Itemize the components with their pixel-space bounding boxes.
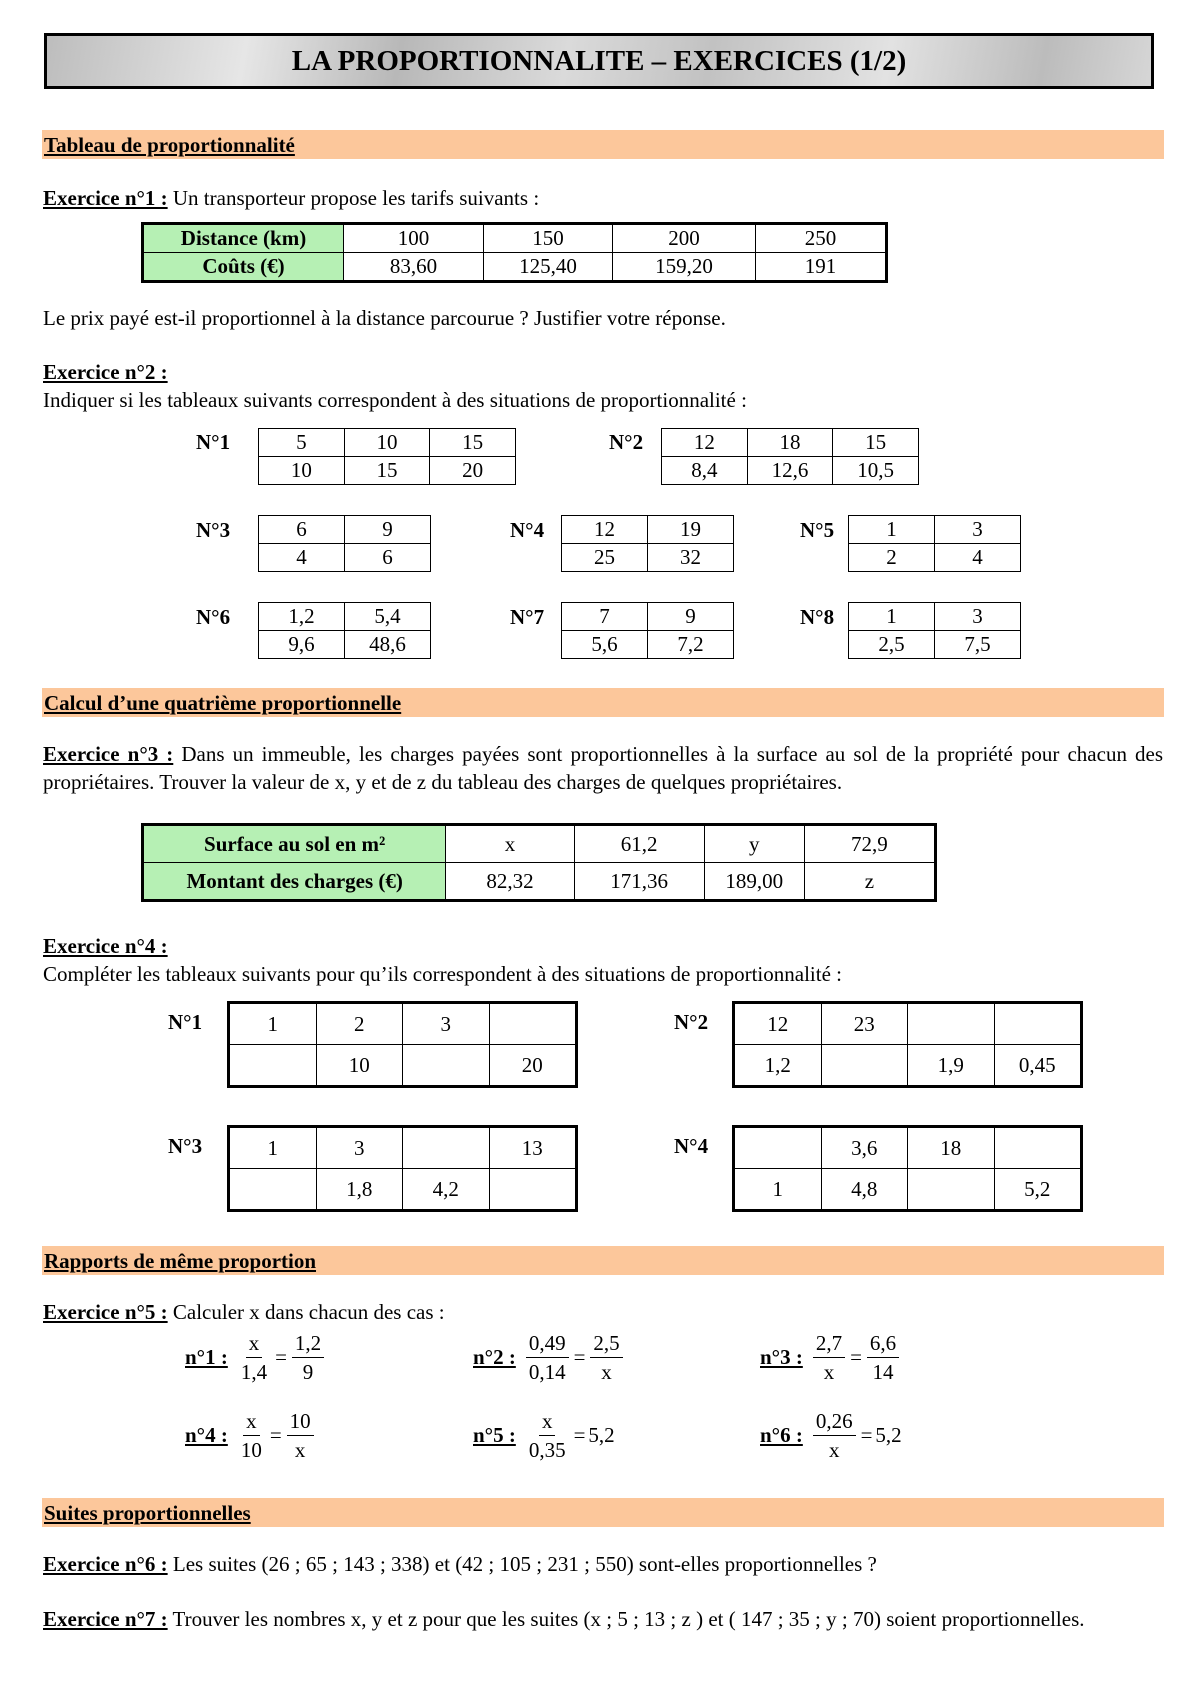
table-row-head: Coûts (€) xyxy=(144,253,344,281)
table-cell: 7,5 xyxy=(935,631,1021,659)
table-cell xyxy=(403,1045,490,1086)
table-cell: 7 xyxy=(562,603,648,631)
table-cell: 15 xyxy=(430,429,516,457)
table-cell: 12 xyxy=(735,1004,822,1045)
section-header-proportion-table xyxy=(42,130,1164,159)
exercise-4-label: Exercice n°4 : xyxy=(43,934,168,958)
equation-label: n°2 : xyxy=(473,1345,516,1369)
table-cell: 250 xyxy=(756,225,886,253)
ex4-table-3 xyxy=(229,1127,576,1210)
ex4-table-1-label: N°1 xyxy=(168,1010,203,1034)
fraction xyxy=(526,1408,569,1463)
table-cell: 1 xyxy=(735,1169,822,1210)
ex2-table-7 xyxy=(561,602,734,659)
ex2-table-6 xyxy=(258,602,431,659)
section-title: Tableau de proportionnalité xyxy=(44,133,295,157)
equals-sign: = xyxy=(573,1345,586,1369)
table-cell: 3 xyxy=(316,1128,403,1169)
ex2-table-6-label: N°6 xyxy=(196,605,231,629)
table-cell: 171,36 xyxy=(574,863,704,900)
table-cell: 12 xyxy=(662,429,748,457)
table-cell: 5,4 xyxy=(345,603,431,631)
exercise-5-text: Calculer x dans chacun des cas : xyxy=(167,1300,445,1324)
exercise-5-label: Exercice n°5 : xyxy=(43,1300,168,1324)
table-cell: 1 xyxy=(230,1128,317,1169)
table-cell: 1 xyxy=(849,516,935,544)
page-title-box xyxy=(44,33,1154,89)
numerator: 6,6 xyxy=(867,1330,899,1358)
fraction xyxy=(526,1330,569,1385)
table-cell xyxy=(908,1169,995,1210)
equation-label: n°6 : xyxy=(760,1423,803,1447)
ex2-table-5-label: N°5 xyxy=(800,518,835,542)
table-cell: 12,6 xyxy=(747,457,833,485)
denominator: x xyxy=(828,1438,840,1462)
table-cell: 3 xyxy=(403,1004,490,1045)
table-cell: 4,8 xyxy=(821,1169,908,1210)
table-cell: 48,6 xyxy=(345,631,431,659)
exercise-6-text: Les suites (26 ; 65 ; 143 ; 338) et (42 ; 105 ; 231 ; 550) sont-elles proportionnelles ? xyxy=(167,1552,877,1576)
table-cell: z xyxy=(804,863,934,900)
denominator: 10 xyxy=(240,1438,262,1462)
table-cell: 5 xyxy=(259,429,345,457)
table-cell: 159,20 xyxy=(613,253,756,281)
exercise-7-label: Exercice n°7 : xyxy=(43,1607,168,1631)
table-cell: 3 xyxy=(935,516,1021,544)
ex2-table-2 xyxy=(661,428,919,485)
denominator: 0,35 xyxy=(528,1438,566,1462)
exercise-7-text: Trouver les nombres x, y et z pour que les suites (x ; 5 ; 13 ; z ) et ( 147 ; 35 ; y ; 70) soient proportionnelles. xyxy=(167,1607,1085,1631)
table-cell: 4 xyxy=(935,544,1021,572)
table-cell: 3 xyxy=(935,603,1021,631)
equals-sign: = xyxy=(573,1423,586,1447)
numerator: x xyxy=(243,1408,260,1436)
table-cell: 13 xyxy=(489,1128,576,1169)
table-cell xyxy=(908,1004,995,1045)
table-cell: 10 xyxy=(344,429,430,457)
exercise-1-intro xyxy=(43,184,539,212)
exercise-2-text: Indiquer si les tableaux suivants correspondent à des situations de proportionnalité : xyxy=(43,388,747,412)
equals-sign: = xyxy=(269,1423,282,1447)
ex2-table-1-label: N°1 xyxy=(196,430,231,454)
table-cell: 82,32 xyxy=(446,863,574,900)
fraction xyxy=(867,1330,899,1385)
denominator: 9 xyxy=(302,1360,314,1384)
exercise-7-text-block xyxy=(43,1605,1163,1633)
table-cell: 9,6 xyxy=(259,631,345,659)
numerator: 2,5 xyxy=(590,1330,622,1358)
fraction xyxy=(813,1408,856,1463)
equation-3 xyxy=(760,1330,901,1385)
table-cell: 6 xyxy=(259,516,345,544)
ex4-table-3-label: N°3 xyxy=(168,1134,203,1158)
page-title: LA PROPORTIONNALITE – EXERCICES (1/2) xyxy=(291,44,907,77)
table-cell: 191 xyxy=(756,253,886,281)
table-cell: 20 xyxy=(489,1045,576,1086)
table-cell: 18 xyxy=(747,429,833,457)
table-cell: 189,00 xyxy=(704,863,804,900)
table-cell: 100 xyxy=(344,225,484,253)
equation-4 xyxy=(185,1408,316,1463)
table-cell: 10 xyxy=(316,1045,403,1086)
ex2-table-3 xyxy=(258,515,431,572)
equation-2 xyxy=(473,1330,625,1385)
section-title: Suites proportionnelles xyxy=(44,1501,251,1525)
ex2-table-1 xyxy=(258,428,516,485)
table-cell: 9 xyxy=(345,516,431,544)
table-cell xyxy=(994,1004,1081,1045)
table-cell xyxy=(821,1045,908,1086)
denominator: x xyxy=(294,1438,306,1462)
ex4-table-4 xyxy=(734,1127,1081,1210)
denominator: 0,14 xyxy=(528,1360,566,1384)
table-cell: 8,4 xyxy=(662,457,748,485)
table-cell: 5,6 xyxy=(562,631,648,659)
denominator: 1,4 xyxy=(240,1360,268,1384)
table-cell xyxy=(735,1128,822,1169)
table-cell: 0,45 xyxy=(994,1045,1081,1086)
table-cell: 25 xyxy=(562,544,648,572)
equation-label: n°1 : xyxy=(185,1345,228,1369)
table-row-head: Surface au sol en m² xyxy=(144,826,446,863)
numerator: x xyxy=(246,1330,263,1358)
exercise-4-label-line xyxy=(43,932,168,960)
denominator: x xyxy=(601,1360,612,1384)
table-cell xyxy=(403,1128,490,1169)
section-header-fourth-proportional xyxy=(42,688,1164,717)
equation-label: n°3 : xyxy=(760,1345,803,1369)
table-cell: 4 xyxy=(259,544,345,572)
numerator: x xyxy=(539,1408,556,1436)
equals-sign: = xyxy=(850,1345,862,1369)
table-cell: 10,5 xyxy=(833,457,919,485)
table-cell: 61,2 xyxy=(574,826,704,863)
table-cell: 2 xyxy=(316,1004,403,1045)
denominator: x xyxy=(823,1360,835,1384)
ex2-table-8 xyxy=(848,602,1021,659)
equation-label: n°4 : xyxy=(185,1423,228,1447)
table-cell: 10 xyxy=(259,457,345,485)
exercise-3-text: Dans un immeuble, les charges payées sont proportionnelles à la surface au sol de la propriété pour chacun des propriétaires. Trouver la valeur de x, y et de z du tableau des charges de quelques propriétaires. xyxy=(43,742,1164,794)
ex2-table-7-label: N°7 xyxy=(510,605,545,629)
fraction xyxy=(287,1408,314,1463)
numerator: 0,26 xyxy=(813,1408,856,1436)
table-cell: 1,8 xyxy=(316,1169,403,1210)
section-title: Rapports de même proportion xyxy=(44,1249,317,1273)
exercise-2-label-line xyxy=(43,358,168,386)
ex2-table-4-label: N°4 xyxy=(510,518,545,542)
fraction xyxy=(292,1330,324,1385)
equals-sign: = xyxy=(860,1423,873,1447)
table-cell: 1,2 xyxy=(259,603,345,631)
table-cell: x xyxy=(446,826,574,863)
section-header-proportional-sequences xyxy=(42,1498,1164,1527)
fraction xyxy=(238,1408,265,1463)
table-cell: 125,40 xyxy=(484,253,613,281)
numerator: 0,49 xyxy=(526,1330,569,1358)
ex4-table-2 xyxy=(734,1003,1081,1086)
denominator: 14 xyxy=(872,1360,894,1384)
table-cell: 1,9 xyxy=(908,1045,995,1086)
ex2-table-5 xyxy=(848,515,1021,572)
fraction xyxy=(590,1330,622,1385)
ex2-table-8-label: N°8 xyxy=(800,605,835,629)
equation-label: n°5 : xyxy=(473,1423,516,1447)
equation-1 xyxy=(185,1330,326,1385)
ex2-table-3-label: N°3 xyxy=(196,518,231,542)
fraction xyxy=(238,1330,270,1385)
table-cell: 12 xyxy=(562,516,648,544)
exercise-5-intro xyxy=(43,1298,445,1326)
exercise-1-label: Exercice n°1 : xyxy=(43,186,168,210)
ex2-table-2-label: N°2 xyxy=(609,430,644,454)
table-cell: 3,6 xyxy=(821,1128,908,1169)
ex4-table-2-label: N°2 xyxy=(674,1010,709,1034)
fraction xyxy=(813,1330,845,1385)
table-cell: 23 xyxy=(821,1004,908,1045)
exercise-3-table xyxy=(143,825,935,900)
table-cell xyxy=(230,1169,317,1210)
table-cell: 7,2 xyxy=(648,631,734,659)
table-cell: 150 xyxy=(484,225,613,253)
ex4-table-4-label: N°4 xyxy=(674,1134,709,1158)
table-cell: 1,2 xyxy=(735,1045,822,1086)
table-cell: 200 xyxy=(613,225,756,253)
table-cell: 4,2 xyxy=(403,1169,490,1210)
equals-sign: = xyxy=(275,1345,287,1369)
table-cell: 15 xyxy=(833,429,919,457)
table-cell: 83,60 xyxy=(344,253,484,281)
table-cell: y xyxy=(704,826,804,863)
table-cell: 1 xyxy=(849,603,935,631)
exercise-3-label: Exercice n°3 : xyxy=(43,742,174,766)
numerator: 10 xyxy=(287,1408,314,1436)
table-row-head: Montant des charges (€) xyxy=(144,863,446,900)
table-cell xyxy=(489,1169,576,1210)
table-cell xyxy=(994,1128,1081,1169)
table-row-head: Distance (km) xyxy=(144,225,344,253)
table-cell: 5,2 xyxy=(994,1169,1081,1210)
right-hand-side: 5,2 xyxy=(588,1423,615,1447)
exercise-6-label: Exercice n°6 : xyxy=(43,1552,168,1576)
numerator: 2,7 xyxy=(813,1330,845,1358)
exercise-2-label: Exercice n°2 : xyxy=(43,360,168,384)
right-hand-side: 5,2 xyxy=(875,1423,902,1447)
table-cell xyxy=(230,1045,317,1086)
table-cell: 15 xyxy=(344,457,430,485)
table-cell: 6 xyxy=(345,544,431,572)
equation-5 xyxy=(473,1408,615,1463)
table-cell: 2 xyxy=(849,544,935,572)
exercise-1-text: Un transporteur propose les tarifs suivants : xyxy=(167,186,540,210)
numerator: 1,2 xyxy=(292,1330,324,1358)
table-cell xyxy=(489,1004,576,1045)
exercise-1-question: Le prix payé est-il proportionnel à la distance parcourue ? Justifier votre réponse. xyxy=(43,306,726,330)
table-cell: 2,5 xyxy=(849,631,935,659)
ex4-table-1 xyxy=(229,1003,576,1086)
table-cell: 32 xyxy=(648,544,734,572)
table-cell: 1 xyxy=(230,1004,317,1045)
table-cell: 9 xyxy=(648,603,734,631)
table-cell: 20 xyxy=(430,457,516,485)
table-cell: 18 xyxy=(908,1128,995,1169)
section-title: Calcul d’une quatrième proportionnelle xyxy=(44,691,402,715)
equation-6 xyxy=(760,1408,902,1463)
exercise-4-text: Compléter les tableaux suivants pour qu’ils correspondent à des situations de proportionnalité : xyxy=(43,962,842,986)
ex2-table-4 xyxy=(561,515,734,572)
section-header-same-ratio xyxy=(42,1246,1164,1275)
table-cell: 19 xyxy=(648,516,734,544)
table-cell: 72,9 xyxy=(804,826,934,863)
exercise-6-line xyxy=(43,1550,877,1578)
exercise-3-text-block xyxy=(43,740,1163,796)
exercise-1-table xyxy=(143,224,886,281)
